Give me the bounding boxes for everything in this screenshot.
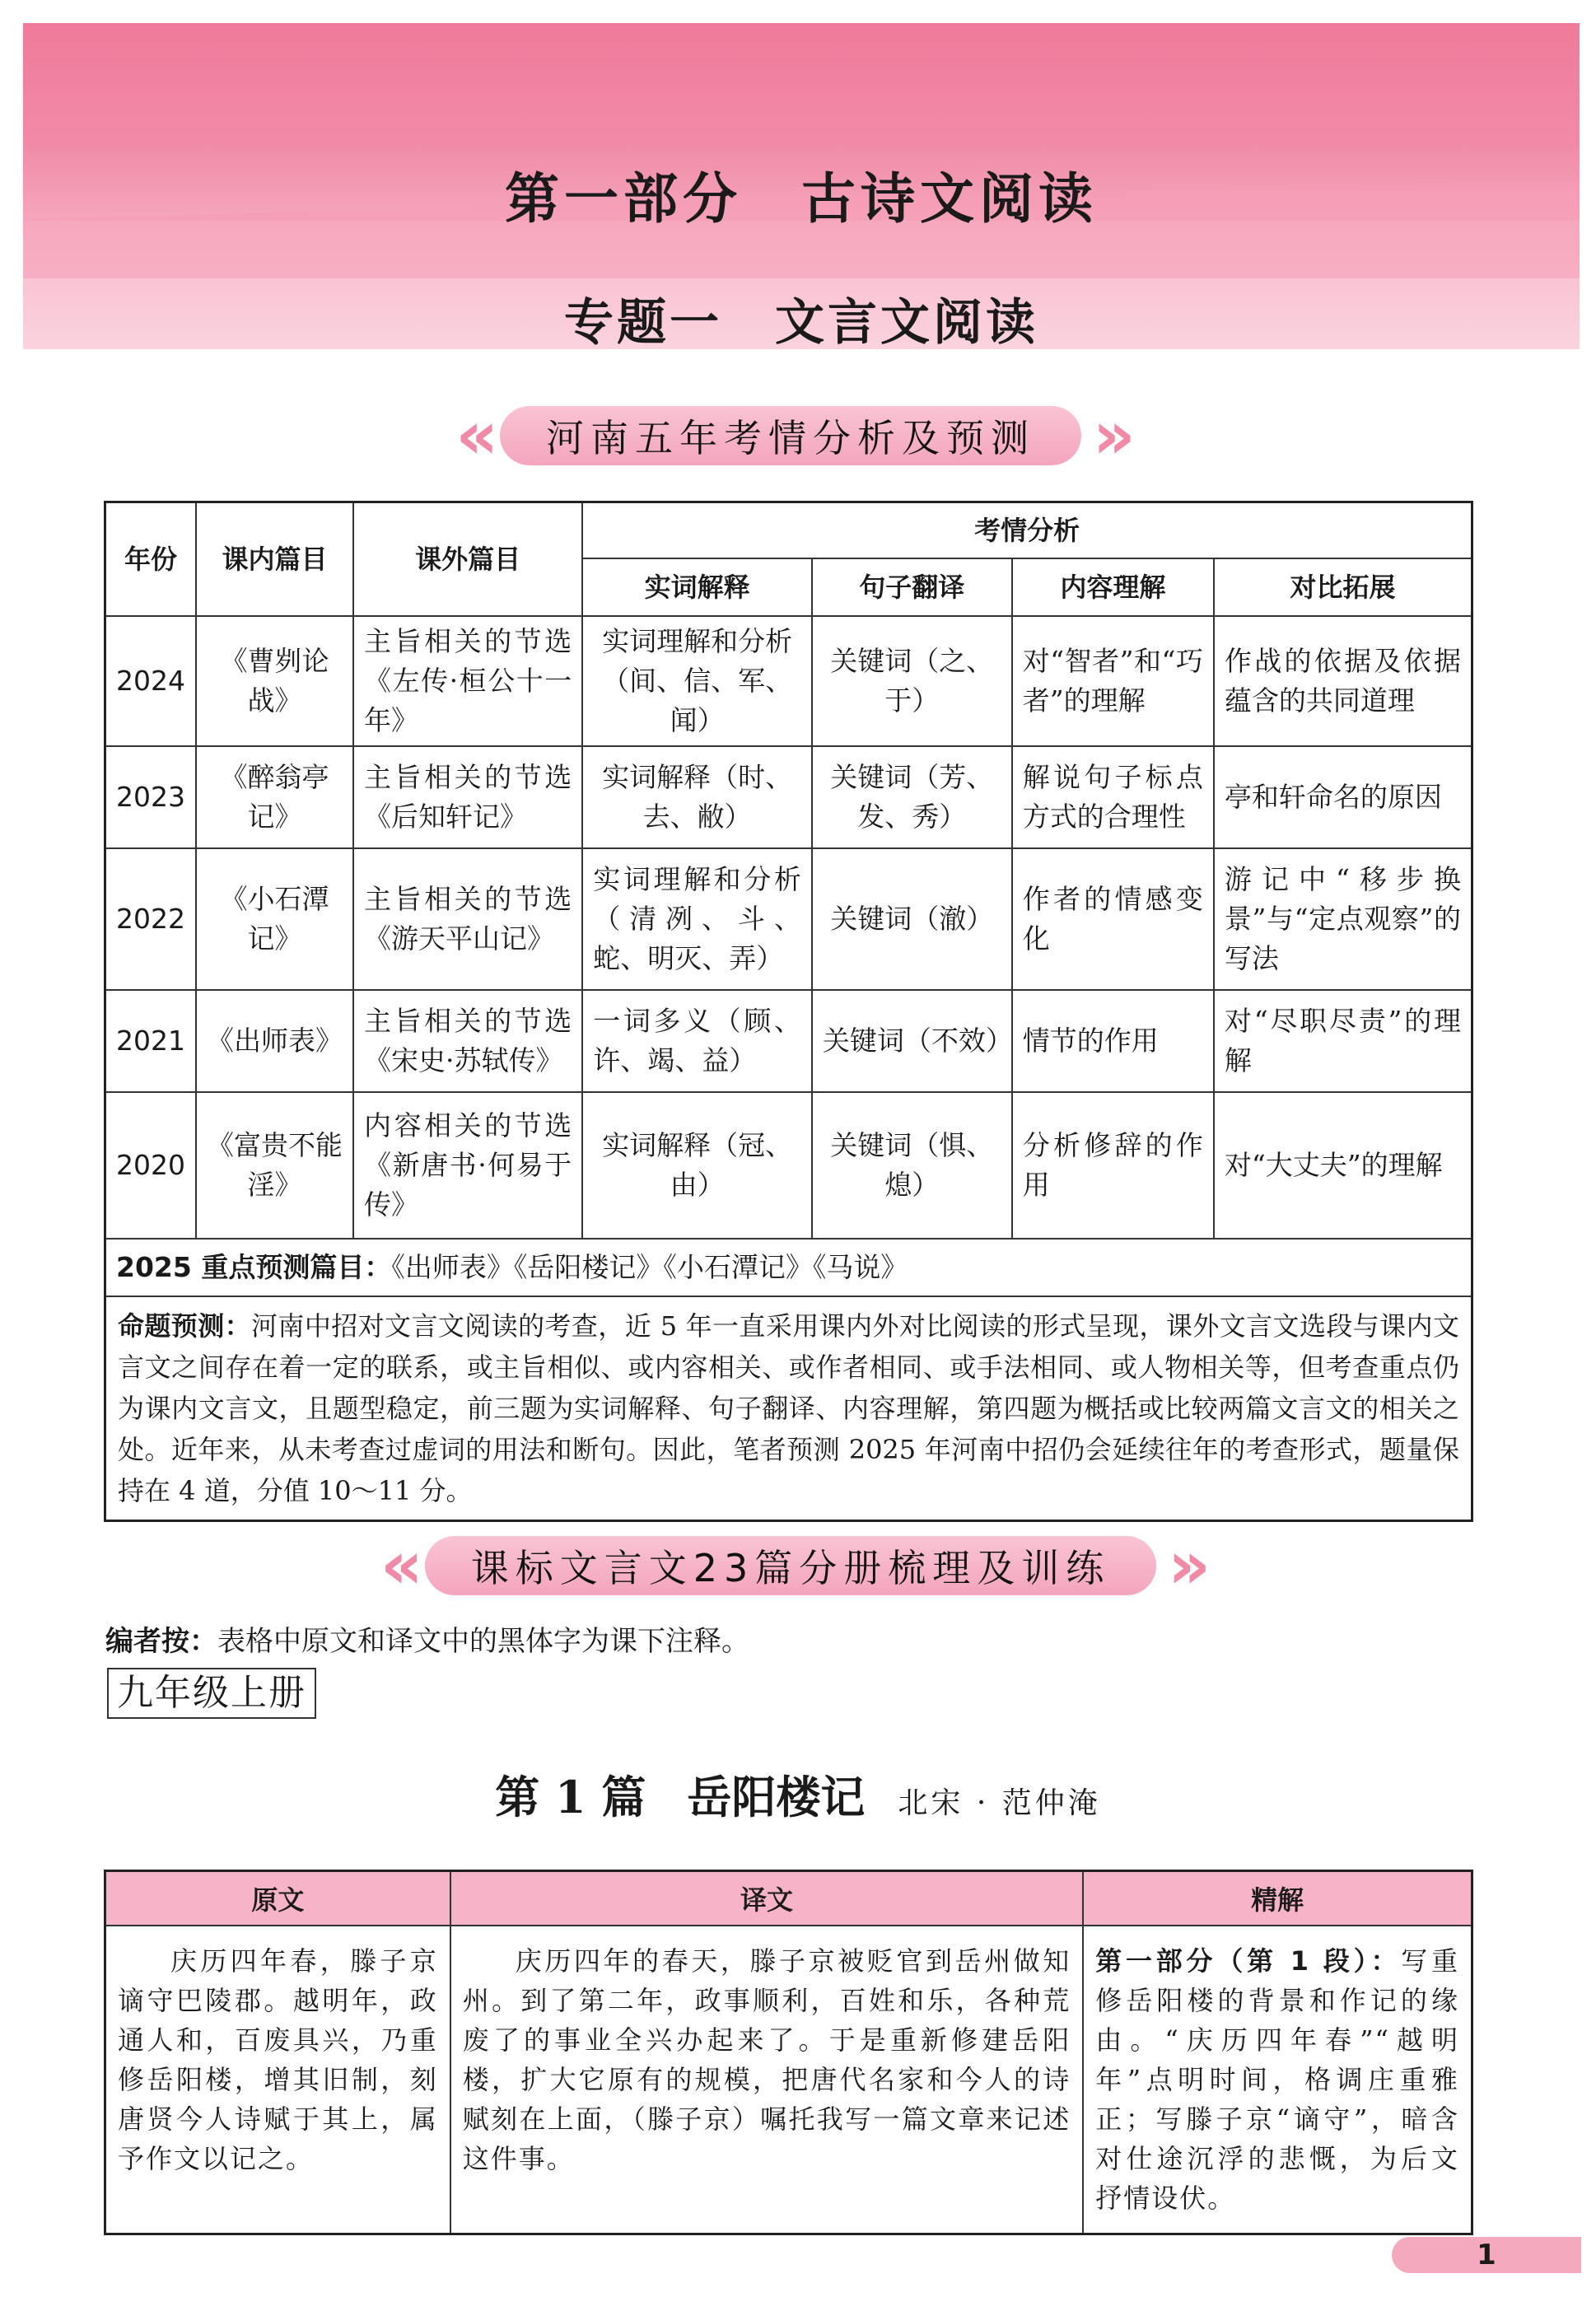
chevron-right-icon: » — [1168, 1527, 1201, 1604]
cell-in-class: 《小石潭记》 — [196, 848, 353, 990]
original-text: 庆历四年春，滕子京谪守巴陵郡。越明年，政通人和，百废具兴，乃重修岳阳楼，增其旧制，刻唐贤今人诗赋于其上，属予作文以记之。 — [118, 1945, 438, 2174]
analysis-label: 第一部分（第 1 段）： — [1095, 1945, 1402, 1977]
forecast-text: 河南中招对文言文阅读的考查，近 5 年一直采用课内外对比阅读的形式呈现，课外文言文选段与课内文言文之间存在着一定的联系，或主旨相似、或内容相关、或作者相同、或手法相同、或人物相关等，但考查重点仍为课内文言文，且题型稳定，前三题为实词解释、句子翻译、内容理解，第四题为概括或比较两篇文言文的相关之处。近年来，从未考查过虚词的用法和断句。因此，笔者预测 2025 年河南中招仍会延续往年的考查形式，题量保持在 4 道，分值 10～11 分。 — [118, 1310, 1459, 1506]
analysis-text: 写重修岳阳楼的背景和作记的缘由。“庆历四年春”“越明年”点明时间，格调庄重雅正；写滕子京“谪守”，暗含对仕途沉浮的悲慨，为后文抒情设伏。 — [1095, 1945, 1459, 2214]
editor-note-text: 表格中原文和译文中的黑体字为课下注释。 — [217, 1625, 749, 1658]
article-heading — [0, 1762, 1596, 1826]
section-ribbon-analysis — [420, 397, 1161, 474]
header-translation: 译文 — [450, 1871, 1083, 1926]
forecast-row — [105, 1296, 1472, 1521]
translation-text-cell — [450, 1926, 1083, 2234]
cell-compare: 游记中“移步换景”与“定点观察”的写法 — [1214, 848, 1472, 990]
header-analysis: 精解 — [1083, 1871, 1472, 1926]
translation-text: 庆历四年的春天，滕子京被贬官到岳州做知州。到了第二年，政事顺利，百姓和乐，各种荒废了的事业全兴办起来了。于是重新修建岳阳楼，扩大它原有的规模，把唐代名家和今人的诗赋刻在上面，（滕子京）嘱托我写一篇文章来记述这件事。 — [462, 1945, 1071, 2174]
prediction-row — [105, 1239, 1472, 1296]
cell-compare: 对“大丈夫”的理解 — [1214, 1092, 1472, 1239]
cell-content: 对“智者”和“巧者”的理解 — [1012, 616, 1214, 746]
cell-extra: 主旨相关的节选《宋史·苏轼传》 — [353, 990, 582, 1092]
cell-compare: 作战的依据及依据蕴含的共同道理 — [1214, 616, 1472, 746]
header-words: 实词解释 — [582, 558, 812, 616]
cell-words: 实词解释（冠、由） — [582, 1092, 812, 1239]
cell-content: 解说句子标点方式的合理性 — [1012, 746, 1214, 848]
cell-sentence: 关键词（惧、熄） — [812, 1092, 1012, 1239]
cell-sentence: 关键词（不效） — [812, 990, 1012, 1092]
header-in-class: 课内篇目 — [196, 502, 353, 616]
cell-in-class: 《出师表》 — [196, 990, 353, 1092]
chevron-left-icon: « — [380, 1527, 413, 1604]
cell-in-class: 《曹刿论战》 — [196, 616, 353, 746]
header-analysis: 考情分析 — [582, 502, 1472, 558]
cell-words: 一词多义（顾、许、竭、益） — [582, 990, 812, 1092]
cell-words: 实词理解和分析（间、信、军、闻） — [582, 616, 812, 746]
cell-sentence: 关键词（澈） — [812, 848, 1012, 990]
cell-year: 2022 — [105, 848, 196, 990]
cell-content: 情节的作用 — [1012, 990, 1214, 1092]
header-extra: 课外篇目 — [353, 502, 582, 616]
table-row — [105, 746, 1472, 848]
prediction-text: 《出师表》《岳阳楼记》《小石潭记》《马说》 — [391, 1250, 908, 1283]
article-author: 北宋 · 范仲淹 — [898, 1786, 1101, 1820]
section-title: 课标文言文23篇分册梳理及训练 — [425, 1536, 1157, 1595]
cell-extra: 内容相关的节选《新唐书·何易于传》 — [353, 1092, 582, 1239]
article-title: 岳阳楼记 — [687, 1771, 866, 1823]
article-table — [104, 1870, 1473, 2235]
cell-in-class: 《醉翁亭记》 — [196, 746, 353, 848]
header-original: 原文 — [105, 1871, 450, 1926]
cell-year: 2021 — [105, 990, 196, 1092]
cell-sentence: 关键词（芳、发、秀） — [812, 746, 1012, 848]
forecast-label: 命题预测： — [118, 1310, 252, 1342]
table-row — [105, 848, 1472, 990]
table-row — [105, 1092, 1472, 1239]
header-year: 年份 — [105, 502, 196, 616]
cell-extra: 主旨相关的节选《左传·桓公十一年》 — [353, 616, 582, 746]
cell-compare: 亭和轩命名的原因 — [1214, 746, 1472, 848]
chapter-banner — [23, 23, 1580, 352]
chevron-right-icon: » — [1093, 397, 1126, 474]
cell-content: 作者的情感变化 — [1012, 848, 1214, 990]
cell-sentence: 关键词（之、于） — [812, 616, 1012, 746]
cell-year: 2020 — [105, 1092, 196, 1239]
chevron-left-icon: « — [455, 397, 488, 474]
cell-in-class: 《富贵不能淫》 — [196, 1092, 353, 1239]
cell-extra: 主旨相关的节选《游天平山记》 — [353, 848, 582, 990]
original-text-cell — [105, 1926, 450, 2234]
part-title: 第一部分 古诗文阅读 — [505, 167, 1098, 231]
editor-note — [105, 1618, 749, 1659]
cell-words: 实词理解和分析（清冽、斗、蛇、明灭、弄） — [582, 848, 812, 990]
section-ribbon-texts — [346, 1527, 1235, 1604]
cell-year: 2023 — [105, 746, 196, 848]
cell-words: 实词解释（时、去、敝） — [582, 746, 812, 848]
prediction-label: 2025 重点预测篇目： — [116, 1250, 392, 1283]
table-row — [105, 616, 1472, 746]
exam-analysis-table — [104, 501, 1473, 1522]
grade-label: 九年级上册 — [107, 1668, 316, 1719]
editor-note-label: 编者按： — [105, 1625, 217, 1658]
section-title: 河南五年考情分析及预测 — [500, 406, 1081, 465]
header-sentence: 句子翻译 — [812, 558, 1012, 616]
cell-compare: 对“尽职尽责”的理解 — [1214, 990, 1472, 1092]
header-compare: 对比拓展 — [1214, 558, 1472, 616]
cell-extra: 主旨相关的节选《后知轩记》 — [353, 746, 582, 848]
table-row — [105, 990, 1472, 1092]
cell-year: 2024 — [105, 616, 196, 746]
article-number: 第 1 篇 — [495, 1771, 646, 1823]
page-number: 1 — [1392, 2237, 1581, 2273]
header-content: 内容理解 — [1012, 558, 1214, 616]
topic-title: 专题一 文言文阅读 — [564, 294, 1038, 352]
cell-content: 分析修辞的作用 — [1012, 1092, 1214, 1239]
analysis-text-cell — [1083, 1926, 1472, 2234]
